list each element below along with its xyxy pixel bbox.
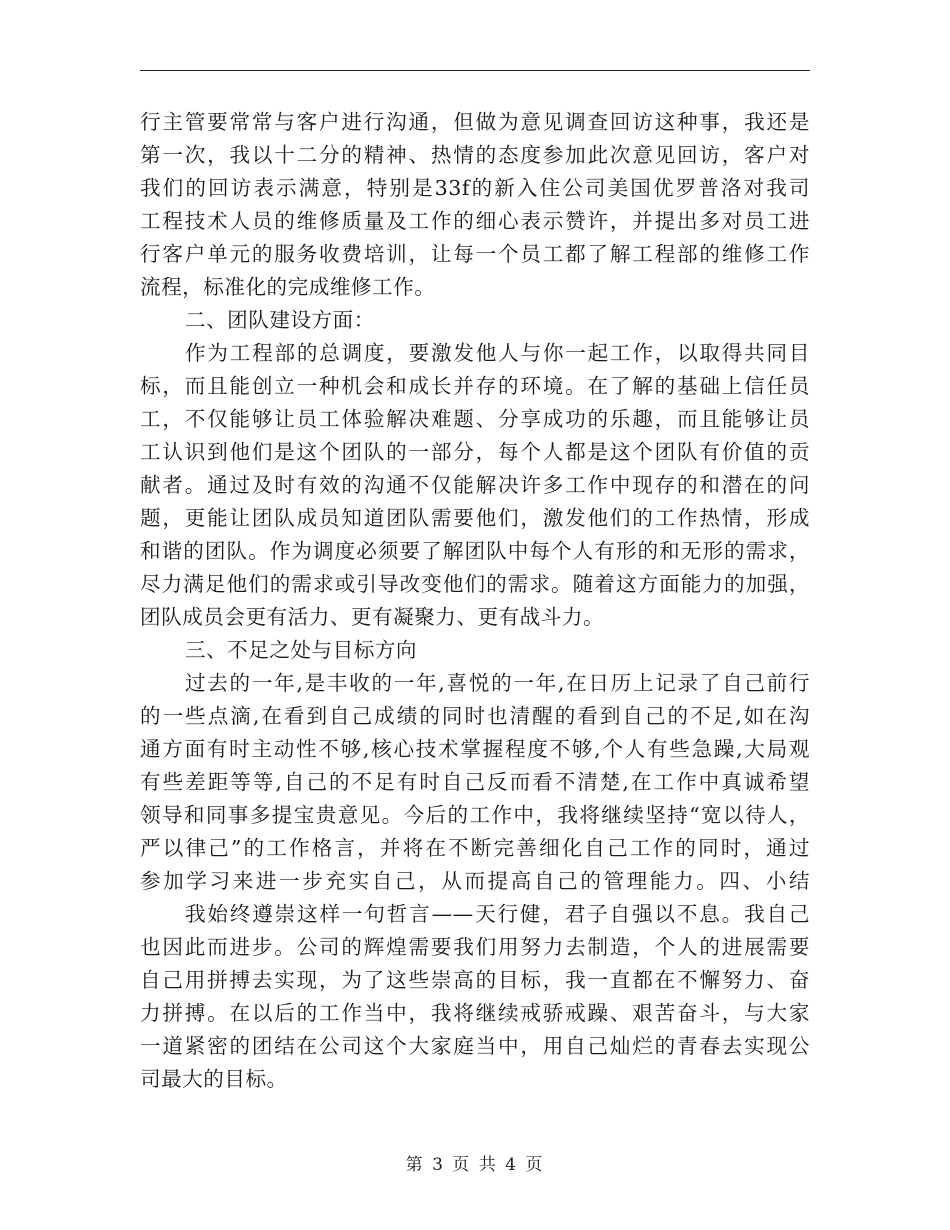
text-line: 参加学习来进一步充实自己，从而提高自己的管理能力。四、小结 [140,869,810,893]
text-line: 自己用拼搏去实现，为了这些崇高的目标，我一直都在不懈努力、奋 [140,968,810,992]
section-heading: 三、不足之处与目标方向 [185,638,418,662]
header-rule [140,70,810,71]
text-line: 献者。通过及时有效的沟通不仅能解决许多工作中现存的和潜在的问 [140,473,810,497]
page-footer: 第 3 页 共 4 页 [405,1155,545,1175]
text-line: 行主管要常常与客户进行沟通，但做为意见调查回访这种事，我还是 [140,110,810,134]
text-line: 第一次，我以十二分的精神、热情的态度参加此次意见回访，客户对 [140,143,810,167]
text-line: 严以律己”的工作格言，并将在不断完善细化自己工作的同时，通过 [140,836,810,860]
text-line: 作为工程部的总调度，要激发他人与你一起工作，以取得共同目 [185,341,810,365]
text-line: 工程技术人员的维修质量及工作的细心表示赞许，并提出多对员工进 [140,209,810,233]
text-line: 过去的一年,是丰收的一年,喜悦的一年,在日历上记录了自己前行 [185,671,810,695]
text-line: 尽力满足他们的需求或引导改变他们的需求。随着这方面能力的加强， [140,572,810,596]
text-line: 题，更能让团队成员知道团队需要他们，激发他们的工作热情，形成 [140,506,810,530]
section-heading: 二、团队建设方面： [185,308,375,332]
text-line: 的一些点滴,在看到自己成绩的同时也清醒的看到自己的不足,如在沟 [140,704,810,728]
text-line: 标，而且能创立一种机会和成长并存的环境。在了解的基础上信任员 [140,374,810,398]
text-line: 力拼搏。在以后的工作当中，我将继续戒骄戒躁、艰苦奋斗，与大家 [140,1001,810,1025]
text-line: 通方面有时主动性不够,核心技术掌握程度不够,个人有些急躁,大局观 [140,737,810,761]
text-line: 有些差距等等,自己的不足有时自己反而看不清楚,在工作中真诚希望 [140,770,810,794]
text-line: 一道紧密的团结在公司这个大家庭当中，用自己灿烂的青春去实现公 [140,1034,810,1058]
text-line: 也因此而进步。公司的辉煌需要我们用努力去制造，个人的进展需要 [140,935,810,959]
text-line: 团队成员会更有活力、更有凝聚力、更有战斗力。 [140,605,605,629]
text-line: 司最大的目标。 [140,1067,288,1091]
text-line: 行客户单元的服务收费培训，让每一个员工都了解工程部的维修工作 [140,242,810,266]
document-body [140,106,810,1096]
text-line: 我始终遵崇这样一句哲言——天行健，君子自强以不息。我自己 [185,902,810,926]
text-line: 和谐的团队。作为调度必须要了解团队中每个人有形的和无形的需求， [140,539,810,563]
text-line: 工认识到他们是这个团队的一部分，每个人都是这个团队有价值的贡 [140,440,810,464]
text-line: 工，不仅能够让员工体验解决难题、分享成功的乐趣，而且能够让员 [140,407,810,431]
text-line: 流程，标准化的完成维修工作。 [140,275,436,299]
text-line: 领导和同事多提宝贵意见。今后的工作中，我将继续坚持“宽以待人， [140,803,810,827]
text-line: 我们的回访表示满意，特别是33f的新入住公司美国优罗普洛对我司 [140,176,810,200]
